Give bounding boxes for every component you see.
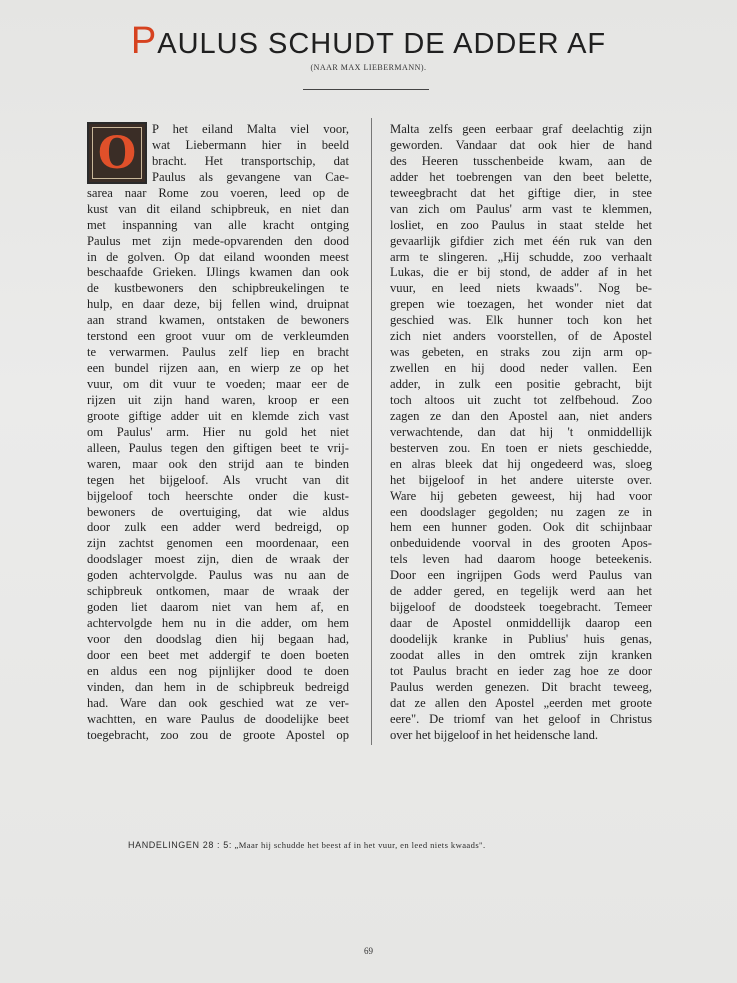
text-line: toch altoos uit zucht tot zelfbehoud. Zoo	[390, 392, 652, 407]
text-line: terstond een groot vuur om de verkleumden	[87, 329, 349, 344]
title-initial: P	[130, 20, 158, 62]
text-line: Ware hij gebeten geweest, hij had voor	[390, 488, 652, 503]
text-line: doodelijk kranke in Publius' huis genas,	[390, 632, 652, 646]
text-line: adder het toebrengen van den beet belette,	[390, 169, 652, 184]
drop-cap-letter: O	[97, 127, 137, 179]
text-line: tot Paulus bracht en ieder zag hoe ze door	[390, 663, 652, 678]
text-line: grepen wie toezagen, het wonder niet dat	[390, 297, 652, 312]
text-line: geworden. Vandaar dat ook hier de hand	[390, 137, 652, 152]
text-line: tels leven had daarom hooge beteekenis.	[390, 552, 652, 567]
text-line: vuur, om dit vuur te voeden; maar eer de	[87, 377, 349, 391]
footer-reference: HANDELINGEN 28 : 5:	[128, 840, 232, 850]
text-line: schipbreuk ontkomen, maar de wraak der	[87, 584, 349, 599]
title-rule	[303, 89, 429, 90]
subtitle: (NAAR MAX LIEBERMANN).	[310, 63, 427, 72]
text-line: doodslager moest zijn, dien de wraak der	[87, 552, 349, 567]
text-line: en alras bleek dat hij ongedeerd was, sloeg	[390, 456, 652, 471]
text-line: beschaafde Grieken. IJlings kwamen dan ook	[87, 265, 349, 280]
text-line: daar de Apostel onmiddellijk daarop een	[390, 616, 652, 631]
text-line: was gebeten, en straks zou zijn arm op-	[390, 345, 652, 360]
footer-caption	[128, 840, 486, 850]
text-line: losliet, en zoo Paulus in staat stelde het	[390, 217, 652, 232]
text-line: adder, in zulk een positie gebracht, bijt	[390, 377, 652, 391]
text-line: verwachtende, dan dat hij 't onmiddellijk	[390, 424, 652, 439]
left-column	[87, 122, 349, 744]
page-title	[0, 20, 737, 63]
text-line: eere". De triomf van het geloof in Christus	[390, 711, 652, 726]
text-line: P het eiland Malta viel voor,	[152, 122, 349, 136]
text-line: met inspanning van alle kracht ontging	[87, 217, 349, 232]
text-line: Malta zelfs geen eerbaar graf deelachtig zijn	[390, 122, 652, 136]
text-line: hem een hunner goden. Ook dit schijnbaar	[390, 520, 652, 535]
text-line: bijgeloof de doodsteek toegebracht. Temeer	[390, 600, 652, 615]
text-line: tegen het bijgeloof. Als vrucht van dit	[87, 472, 349, 487]
text-line: gevaarlijk gifdier zich met één ruk van den	[390, 233, 652, 248]
column-divider	[371, 118, 372, 745]
text-line: bracht. Het transportschip, dat	[152, 153, 349, 168]
text-line: bijgeloof toch heerschte onder die kust-	[87, 488, 349, 503]
text-line: dat ze allen den Apostel „eerden met groote	[390, 695, 652, 710]
text-line: over het bijgeloof in het heidensche land.	[390, 727, 599, 742]
text-line: toegebracht, zoo zou de groote Apostel op	[87, 727, 349, 742]
text-line: rijzen uit zijn hand waren, kroop er een	[87, 392, 349, 407]
text-line: sarea naar Rome zou voeren, leed op de	[87, 185, 349, 200]
text-line: bewoners de overtuiging, dat wie aldus	[87, 504, 349, 519]
text-line: geschied was. Elk hunner toch kon het	[390, 313, 652, 328]
text-line: groote giftige adder uit en klemde zich vast	[87, 408, 349, 423]
text-line: te verwarmen. Paulus zelf liep en bracht	[87, 345, 349, 360]
footer-quote: „Maar hij schudde het beest af in het vuur, en leed niets kwaads".	[234, 840, 486, 850]
text-line: en aldus een nog pijnlijker dood te doen	[87, 663, 349, 678]
text-line: zich niet anders voorstellen, of de Apostel	[390, 329, 652, 344]
text-line: goden achtervolgde. Paulus was nu aan de	[87, 568, 349, 583]
text-line: Door een ingrijpen Gods werd Paulus van	[390, 568, 652, 583]
title-rest: AULUS SCHUDT DE ADDER AF	[157, 28, 607, 60]
text-line: des Heeren tusschenbeide kwam, aan de	[390, 153, 652, 168]
text-line: Lukas, die er bij stond, de adder af in het	[390, 265, 652, 280]
text-line: hulp, en daar deze, bij fellen wind, druipnat	[87, 297, 349, 312]
text-line: van zich om Paulus' arm vast te klemmen,	[390, 201, 652, 216]
text-line: zagen ze dan den Apostel aan, niet anders	[390, 408, 652, 423]
text-line: wat Liebermann hier in beeld	[152, 137, 349, 152]
text-line: achtervolgde hem nu in die adder, om hem	[87, 616, 349, 631]
text-line: zoodat alles in den omtrek zijn kranken	[390, 647, 652, 662]
text-line: om Paulus' arm. Hier nu gold het niet	[87, 424, 349, 439]
text-line: vuur, en leed niets kwaads". Nog be-	[390, 281, 652, 296]
text-line: zijn zachtst genomen een moordenaar, een	[87, 536, 349, 551]
text-line: arm te slingeren. „Hij schudde, zoo verhaalt	[390, 249, 652, 264]
text-line: kust van dit eiland schipbreuk, en niet dan	[87, 201, 349, 216]
text-line: had. Ware dan ook geschied wat ze ver-	[87, 695, 349, 710]
page-number: 69	[364, 946, 373, 956]
right-column	[390, 122, 652, 744]
text-line: Paulus als gevangene van Cae-	[152, 169, 349, 184]
text-line: teweegbracht dat het giftige dier, in stee	[390, 185, 652, 200]
text-line: in de golven. Op dat eiland woonden meest	[87, 249, 349, 264]
text-line: door zulk een adder werd bedreigd, op	[87, 520, 349, 535]
text-line: wachtten, en ware Paulus de doodelijke beet	[87, 711, 349, 726]
text-line: een bundel rijzen aan, en wierp ze op het	[87, 361, 349, 376]
text-line: het bijgeloof in het andere uiterste over.	[390, 472, 652, 487]
text-line: besterven zou. En toen er niets geschiedde,	[390, 440, 652, 455]
text-line: de kustbewoners den schipbreukelingen te	[87, 281, 349, 296]
text-line: de adder gered, en tegelijk werd aan het	[390, 584, 652, 599]
text-line: alleen, Paulus tegen den giftigen beet te vrij-	[87, 440, 349, 455]
text-line: onbeduidende voorval in des grooten Apos-	[390, 536, 652, 551]
text-line: aan strand kwamen, ontstaken de bewoners	[87, 313, 349, 328]
text-line: door een beet met addergif te doen boeten	[87, 647, 349, 662]
text-line: zwellen en hij dood neder vallen. Een	[390, 361, 652, 376]
text-line: vinden, dan hem in de schipbreuk bedreigd	[87, 679, 349, 694]
text-line: Paulus met zijn mede-opvarenden den dood	[87, 233, 349, 248]
text-line: een doodslager gegolden; nu zagen ze in	[390, 504, 652, 519]
text-line: voor den doodslag dien hij begaan had,	[87, 632, 349, 646]
text-line: Paulus werden genezen. Dit bracht teweeg,	[390, 679, 652, 694]
text-line: goden liet daarom niet van hem af, en	[87, 600, 349, 615]
text-line: waren, maar ook den strijd aan te binden	[87, 456, 349, 471]
